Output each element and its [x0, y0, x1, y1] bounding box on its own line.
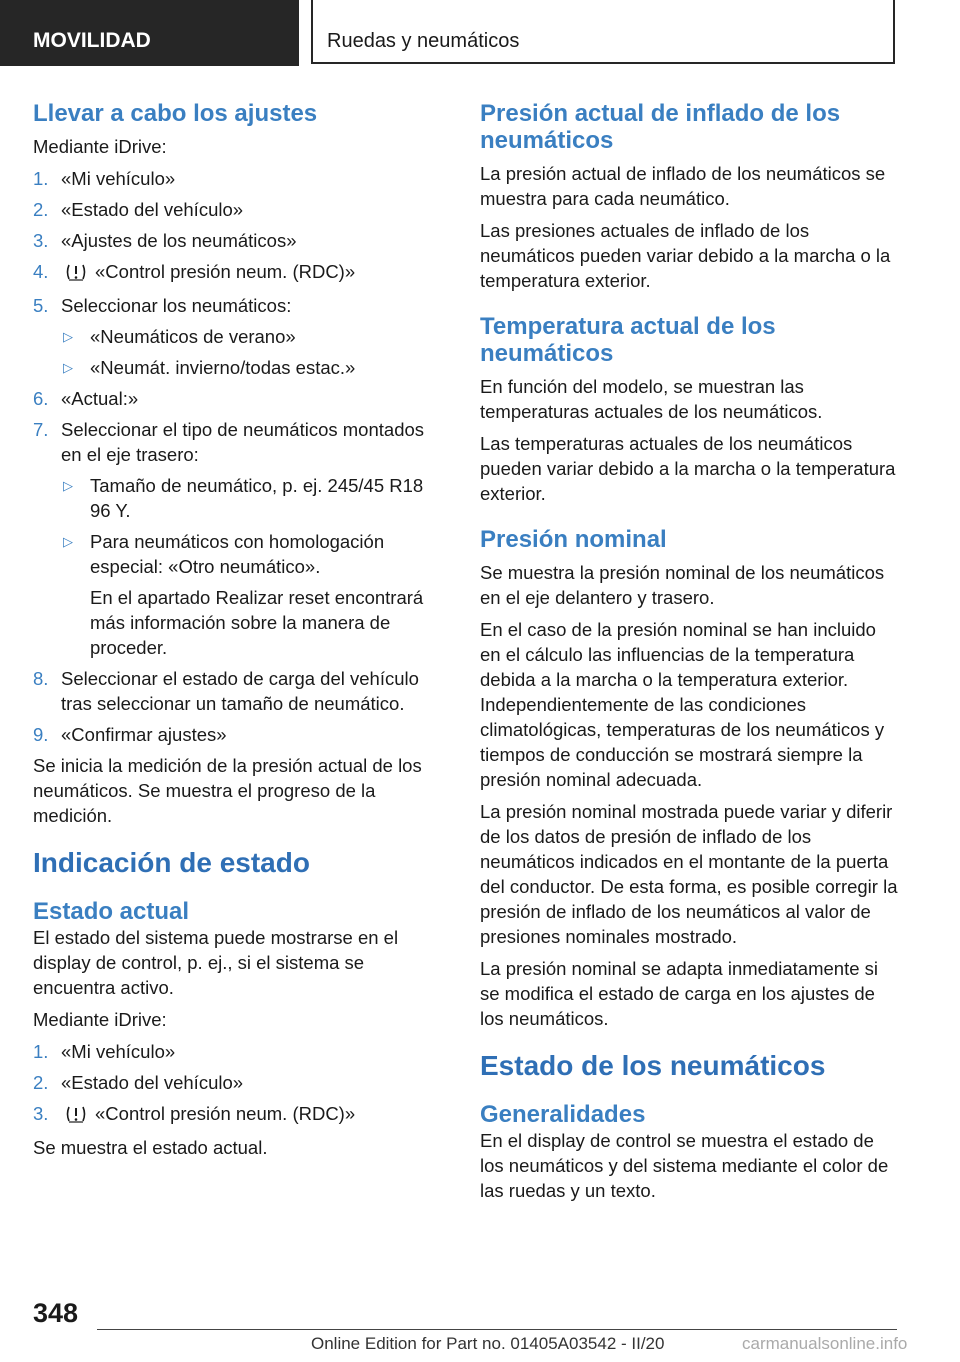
paragraph-estado: El estado del sistema puede mostrarse en el display de control, p. ej., si el sistema se encuentra activo. — [33, 927, 399, 998]
footer-divider — [97, 1329, 897, 1330]
paragraph-presion-2: Las presiones actuales de inflado de los neumáticos pueden variar debido a la marcha o la temperatura exterior. — [480, 220, 891, 291]
watermark: carmanualsonline.info — [742, 1334, 908, 1353]
intro-idrive: Mediante iDrive: — [33, 136, 167, 157]
sublist-neumaticos — [61, 324, 447, 380]
paragraph-temp-1: En función del modelo, se muestran las temperaturas actuales de los neumáticos. — [480, 376, 823, 422]
list-item: ▷ «Neumáticos de verano» — [63, 326, 296, 347]
heading-estado-actual: Estado actual — [33, 898, 190, 925]
heading-llevar-ajustes: Llevar a cabo los ajustes — [33, 100, 318, 127]
left-column — [33, 100, 447, 1160]
page-header — [0, 0, 960, 66]
heading-indicacion-estado: Indicación de estado — [33, 847, 310, 878]
chapter-title: Ruedas y neumáticos — [311, 0, 895, 64]
list-item: 1. «Mi vehículo» — [33, 168, 176, 189]
paragraph-nominal-2: En el caso de la presión nominal se han incluido en el cálculo las influencias de la temperatura debida a la marcha o la temperatura exterior. Independientemente de las condiciones climatológicas, temperaturas de los neumáticos y tiempos de conducción se mostrará siempre la presión nominal adecuada. — [480, 619, 885, 790]
list-item: 8. Seleccionar el estado de carga del vehículo tras seleccionar un tamaño de neumático. — [33, 668, 419, 714]
list-item: ▷ Para neumáticos con homologación especial: «Otro neumático». En el apartado Realizar reset encontrará más información sobre la manera de proceder. — [61, 529, 447, 660]
heading-estado-neumaticos: Estado de los neumáticos — [480, 1050, 826, 1081]
page-footer — [0, 1290, 960, 1362]
triangle-right-icon: ▷ — [63, 360, 73, 375]
list-item: 9. «Confirmar ajustes» — [33, 724, 227, 745]
right-column — [480, 100, 898, 1203]
paragraph-temp-2: Las temperaturas actuales de los neumáticos pueden variar debido a la marcha o la temperatura exterior. — [480, 433, 896, 504]
heading-generalidades: Generalidades — [480, 1101, 646, 1128]
steps-list-ajustes — [33, 166, 447, 747]
heading-presion-actual: Presión actual de inflado de los neumáticos — [480, 100, 841, 154]
list-item: 7. Seleccionar el tipo de neumáticos montados en el eje trasero: ▷ Tamaño de neumático, p. ej. 245/45 R18 96 Y. ▷ Para neumáticos con homologación especial: «Otro neumático». En el apartado Realizar reset encontrará más información sobre la manera de proceder. — [33, 417, 447, 660]
triangle-right-icon: ▷ — [63, 329, 73, 344]
triangle-right-icon: ▷ — [63, 478, 73, 493]
list-item: 1. «Mi vehículo» — [33, 1041, 176, 1062]
list-item: 5. Seleccionar los neumáticos: ▷ «Neumáticos de verano» ▷ «Neumát. invierno/todas estac.» — [33, 293, 447, 380]
list-item: 2. «Estado del vehículo» — [33, 199, 244, 220]
heading-presion-nominal: Presión nominal — [480, 526, 667, 553]
list-item: ▷ Tamaño de neumático, p. ej. 245/45 R18 96 Y. — [63, 475, 424, 521]
intro-idrive-2: Mediante iDrive: — [33, 1009, 167, 1030]
page-number: 348 — [33, 1298, 79, 1328]
list-item: ▷ «Neumát. invierno/todas estac.» — [63, 357, 356, 378]
edition-text: Online Edition for Part no. 01405A03542 - II/20 — [311, 1334, 665, 1353]
tire-pressure-warning-icon — [65, 1104, 87, 1129]
list-item: 6. «Actual:» — [33, 388, 139, 409]
heading-temperatura: Temperatura actual de los neumáticos — [480, 313, 776, 367]
reset-note: En el apartado Realizar reset encontrará más información sobre la manera de proceder. — [90, 587, 424, 658]
section-tab: MOVILIDAD — [0, 0, 299, 66]
tire-pressure-warning-icon — [65, 262, 87, 287]
paragraph-medicion: Se inicia la medición de la presión actual de los neumáticos. Se muestra el progreso de la medición. — [33, 755, 422, 826]
paragraph-nominal-1: Se muestra la presión nominal de los neumáticos en el eje delantero y trasero. — [480, 562, 885, 608]
paragraph-nominal-3: La presión nominal mostrada puede variar y diferir de los datos de presión de inflado de los neumáticos indicados en el montante de la puerta del conductor. De esta forma, es posible corregir la presión de inflado de los neumáticos al valor de presiones nominales mostrado. — [480, 801, 898, 947]
triangle-right-icon: ▷ — [63, 534, 73, 549]
list-item: 2. «Estado del vehículo» — [33, 1072, 244, 1093]
sublist-tipo — [61, 473, 447, 660]
list-item: 4. «Control presión neum. (RDC)» — [33, 259, 447, 287]
paragraph-presion-1: La presión actual de inflado de los neumáticos se muestra para cada neumático. — [480, 163, 886, 209]
paragraph-generalidades: En el display de control se muestra el estado de los neumáticos y del sistema mediante el color de las ruedas y un texto. — [480, 1130, 889, 1201]
list-item: 3. «Control presión neum. (RDC)» — [33, 1101, 447, 1129]
steps-list-estado — [33, 1039, 447, 1129]
list-item: 3. «Ajustes de los neumáticos» — [33, 230, 297, 251]
paragraph-nominal-4: La presión nominal se adapta inmediatamente si se modifica el estado de carga en los ajustes de los neumáticos. — [480, 958, 878, 1029]
paragraph-estado-final: Se muestra el estado actual. — [33, 1137, 268, 1158]
